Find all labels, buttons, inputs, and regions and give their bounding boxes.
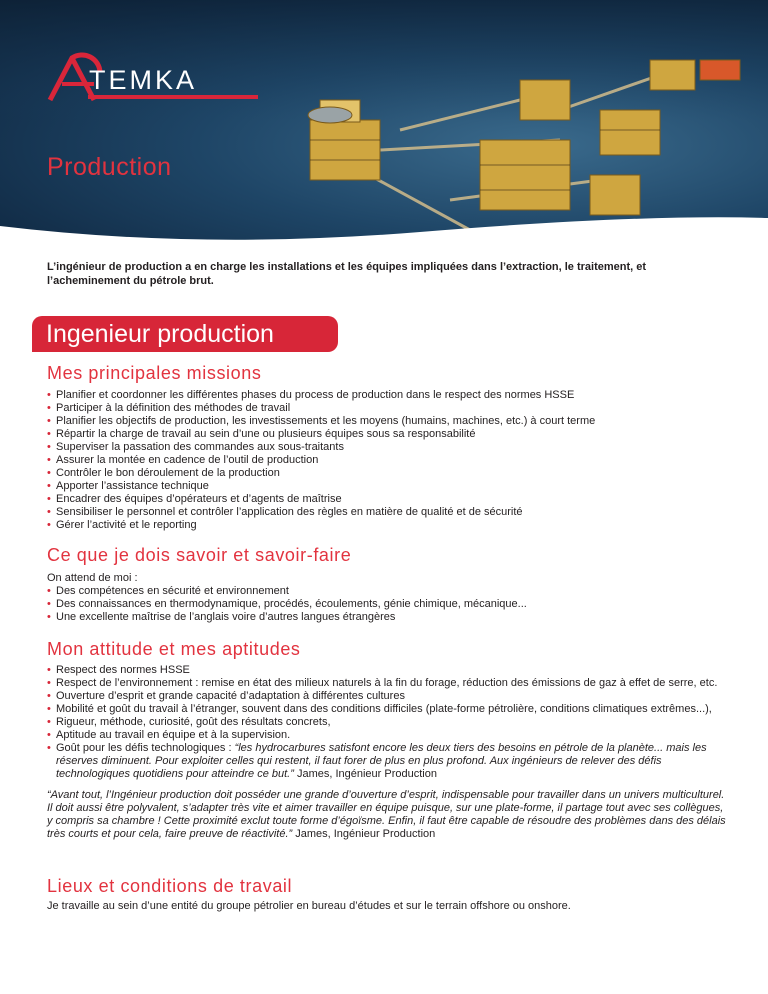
quote-text: “les hydrocarbures satisfont encore les deux tiers des besoins en pétrole de la planète... mais les réserves diminuent. Pour exploiter celles qui restent, il faut forer de plus en plus profond. Aux ingénieurs de relever des défis technologiques quotidiens pour atteindre ce but.” [56, 742, 707, 780]
missions-heading: Mes principales missions [47, 363, 262, 383]
hero-banner [0, 0, 768, 242]
list-item: • Ouverture d’esprit et grande capacité d’adaptation à différentes cultures [47, 690, 727, 703]
attitude-list [47, 664, 727, 781]
savoir-list [47, 585, 727, 624]
list-item: • Contrôler le bon déroulement de la production [47, 467, 727, 480]
list-item: • Respect des normes HSSE [47, 664, 727, 677]
lieux-text: Je travaille au sein d’une entité du groupe pétrolier en bureau d’études et sur le terrain offshore ou onshore. [47, 900, 571, 912]
list-item: • Respect de l’environnement : remise en état des milieux naturels à la fin du forage, réduction des émissions de gaz à effet de serre, etc. [47, 677, 727, 690]
list-item: • Sensibiliser le personnel et contrôler l’application des règles en matière de qualité et de sécurité [47, 506, 727, 519]
list-item: • Participer à la définition des méthodes de travail [47, 402, 727, 415]
missions-list [47, 389, 727, 532]
savoir-lead: On attend de moi : [47, 572, 138, 584]
quote-author: James, Ingénieur Production [292, 828, 436, 840]
brand-underline [88, 95, 258, 99]
testimonial [47, 789, 727, 841]
quote-author: James, Ingénieur Production [293, 768, 437, 780]
list-item: • Une excellente maîtrise de l’anglais voire d’autres langues étrangères [47, 611, 727, 624]
list-item: • Rigueur, méthode, curiosité, goût des résultats concrets, [47, 716, 727, 729]
list-item: • Apporter l’assistance technique [47, 480, 727, 493]
list-item: • Gérer l’activité et le reporting [47, 519, 727, 532]
list-item: • Encadrer des équipes d’opérateurs et d’agents de maîtrise [47, 493, 727, 506]
list-item: • Planifier et coordonner les différentes phases du process de production dans le respect des normes HSSE [47, 389, 727, 402]
savoir-heading: Ce que je dois savoir et savoir-faire [47, 545, 352, 565]
attitude-heading: Mon attitude et mes aptitudes [47, 639, 301, 659]
list-item-prefix: Goût pour les défis technologiques : [56, 742, 235, 754]
list-item: • Répartir la charge de travail au sein d’une ou plusieurs équipes sous sa responsabilité [47, 428, 727, 441]
brand-name: TEMKA [89, 65, 198, 95]
job-title-tab: Ingenieur production [32, 316, 338, 352]
list-item [47, 742, 727, 781]
offshore-platform-photo [0, 0, 768, 242]
list-item: • Des connaissances en thermodynamique, procédés, écoulements, génie chimique, mécanique... [47, 598, 727, 611]
list-item: • Des compétences en sécurité et environnement [47, 585, 727, 598]
list-item: • Planifier les objectifs de production, les investissements et les moyens (humains, machines, etc.) à court terme [47, 415, 727, 428]
lieux-heading: Lieux et conditions de travail [47, 876, 293, 896]
list-item: • Aptitude au travail en équipe et à la supervision. [47, 729, 727, 742]
section-title: Production [47, 153, 172, 181]
list-item: • Superviser la passation des commandes aux sous-traitants [47, 441, 727, 454]
intro-text: L’ingénieur de production a en charge les installations et les équipes impliquées dans l’extraction, le traitement, et l’acheminement du pétrole brut. [47, 261, 647, 287]
quote-text: “Avant tout, l’Ingénieur production doit posséder une grande d’ouverture d’esprit, indispensable pour travailler dans un univers multiculturel. Il doit aussi être polyvalent, s’adapter très vite et aimer travailler en équipe puisque, sur une plate-forme, il partage tout avec ses collègues, y compris sa chambre ! Cette proximité exclut toute forme d’égoïsme. Enfin, il faut être capable de résoudre des problèmes dans des délais très courts et pour cela, faire preuve de réactivité.” [47, 789, 726, 840]
list-item: • Mobilité et goût du travail à l’étranger, souvent dans des conditions difficiles (plate-forme pétrolière, conditions climatiques extrêmes...), [47, 703, 727, 716]
list-item: • Assurer la montée en cadence de l’outil de production [47, 454, 727, 467]
